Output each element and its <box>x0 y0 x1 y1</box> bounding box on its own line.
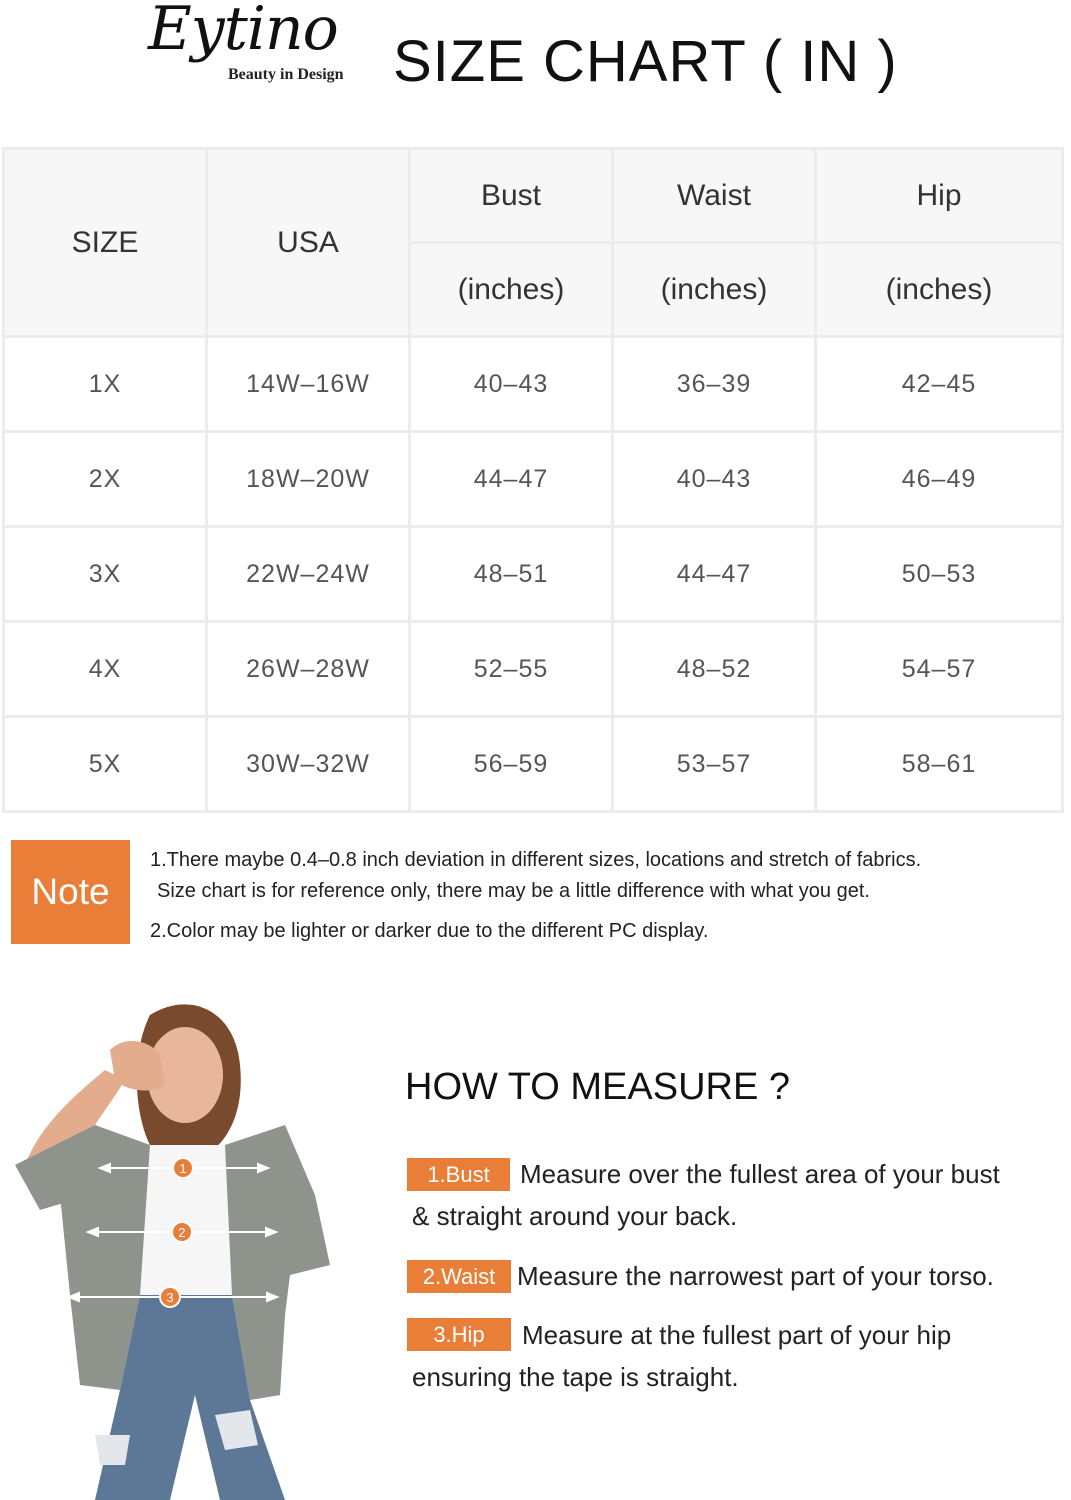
cell-waist: 36–39 <box>613 337 816 432</box>
cell-hip: 42–45 <box>816 337 1063 432</box>
header-size: SIZE <box>4 149 207 337</box>
marker-2-label: 2 <box>178 1225 186 1240</box>
table-row <box>4 622 1063 717</box>
cell-waist: 44–47 <box>613 527 816 622</box>
model-illustration <box>0 995 345 1500</box>
cell-size: 3X <box>4 527 207 622</box>
waist-text-1: Measure the narrowest part of your torso. <box>517 1261 994 1291</box>
how-to-measure-title: HOW TO MEASURE ? <box>405 1066 790 1108</box>
table-row <box>4 527 1063 622</box>
bust-text-1: Measure over the fullest area of your bust <box>520 1159 1000 1189</box>
header-hip: Hip <box>816 149 1063 243</box>
cell-hip: 46–49 <box>816 432 1063 527</box>
marker-1 <box>173 1158 193 1178</box>
bust-text-2: & straight around your back. <box>412 1201 738 1231</box>
cell-hip: 58–61 <box>816 717 1063 812</box>
cell-size: 5X <box>4 717 207 812</box>
cell-waist: 53–57 <box>613 717 816 812</box>
cell-bust: 40–43 <box>410 337 613 432</box>
cell-size: 2X <box>4 432 207 527</box>
marker-2 <box>172 1222 192 1242</box>
note-badge: Note <box>11 840 130 944</box>
header-hip-unit: (inches) <box>816 243 1063 337</box>
note-line-2: 2.Color may be lighter or darker due to the different PC display. <box>150 920 709 942</box>
hip-text-2: ensuring the tape is straight. <box>412 1362 739 1392</box>
cell-usa: 14W–16W <box>207 337 410 432</box>
cell-usa: 30W–32W <box>207 717 410 812</box>
cell-bust: 44–47 <box>410 432 613 527</box>
brand-tagline: Beauty in Design <box>228 66 344 83</box>
table-row <box>4 717 1063 812</box>
header-usa: USA <box>207 149 410 337</box>
page-title: SIZE CHART ( IN ) <box>393 29 898 94</box>
cell-usa: 18W–20W <box>207 432 410 527</box>
hip-badge: 3.Hip <box>407 1318 511 1351</box>
header-waist: Waist <box>613 149 816 243</box>
cell-usa: 26W–28W <box>207 622 410 717</box>
cell-waist: 40–43 <box>613 432 816 527</box>
brand-logo <box>140 0 370 105</box>
cell-size: 1X <box>4 337 207 432</box>
hip-text-1: Measure at the fullest part of your hip <box>522 1320 952 1350</box>
table-row <box>4 337 1063 432</box>
marker-1-label: 1 <box>179 1161 187 1176</box>
bust-badge: 1.Bust <box>407 1158 510 1191</box>
header-waist-unit: (inches) <box>613 243 816 337</box>
cell-bust: 48–51 <box>410 527 613 622</box>
cell-usa: 22W–24W <box>207 527 410 622</box>
note-line-1: 1.There maybe 0.4–0.8 inch deviation in different sizes, locations and stretch of fabrics. <box>150 849 922 871</box>
note-line-1b: Size chart is for reference only, there may be a little difference with what you get. <box>157 880 870 902</box>
cell-hip: 54–57 <box>816 622 1063 717</box>
marker-3-label: 3 <box>166 1290 174 1305</box>
waist-badge: 2.Waist <box>407 1260 511 1293</box>
header-bust: Bust <box>410 149 613 243</box>
cell-waist: 48–52 <box>613 622 816 717</box>
brand-name: Eytino <box>148 0 338 64</box>
cell-bust: 56–59 <box>410 717 613 812</box>
cell-size: 4X <box>4 622 207 717</box>
header-bust-unit: (inches) <box>410 243 613 337</box>
cell-bust: 52–55 <box>410 622 613 717</box>
cell-hip: 50–53 <box>816 527 1063 622</box>
marker-3 <box>160 1287 180 1307</box>
size-table <box>2 147 1064 813</box>
table-row <box>4 432 1063 527</box>
